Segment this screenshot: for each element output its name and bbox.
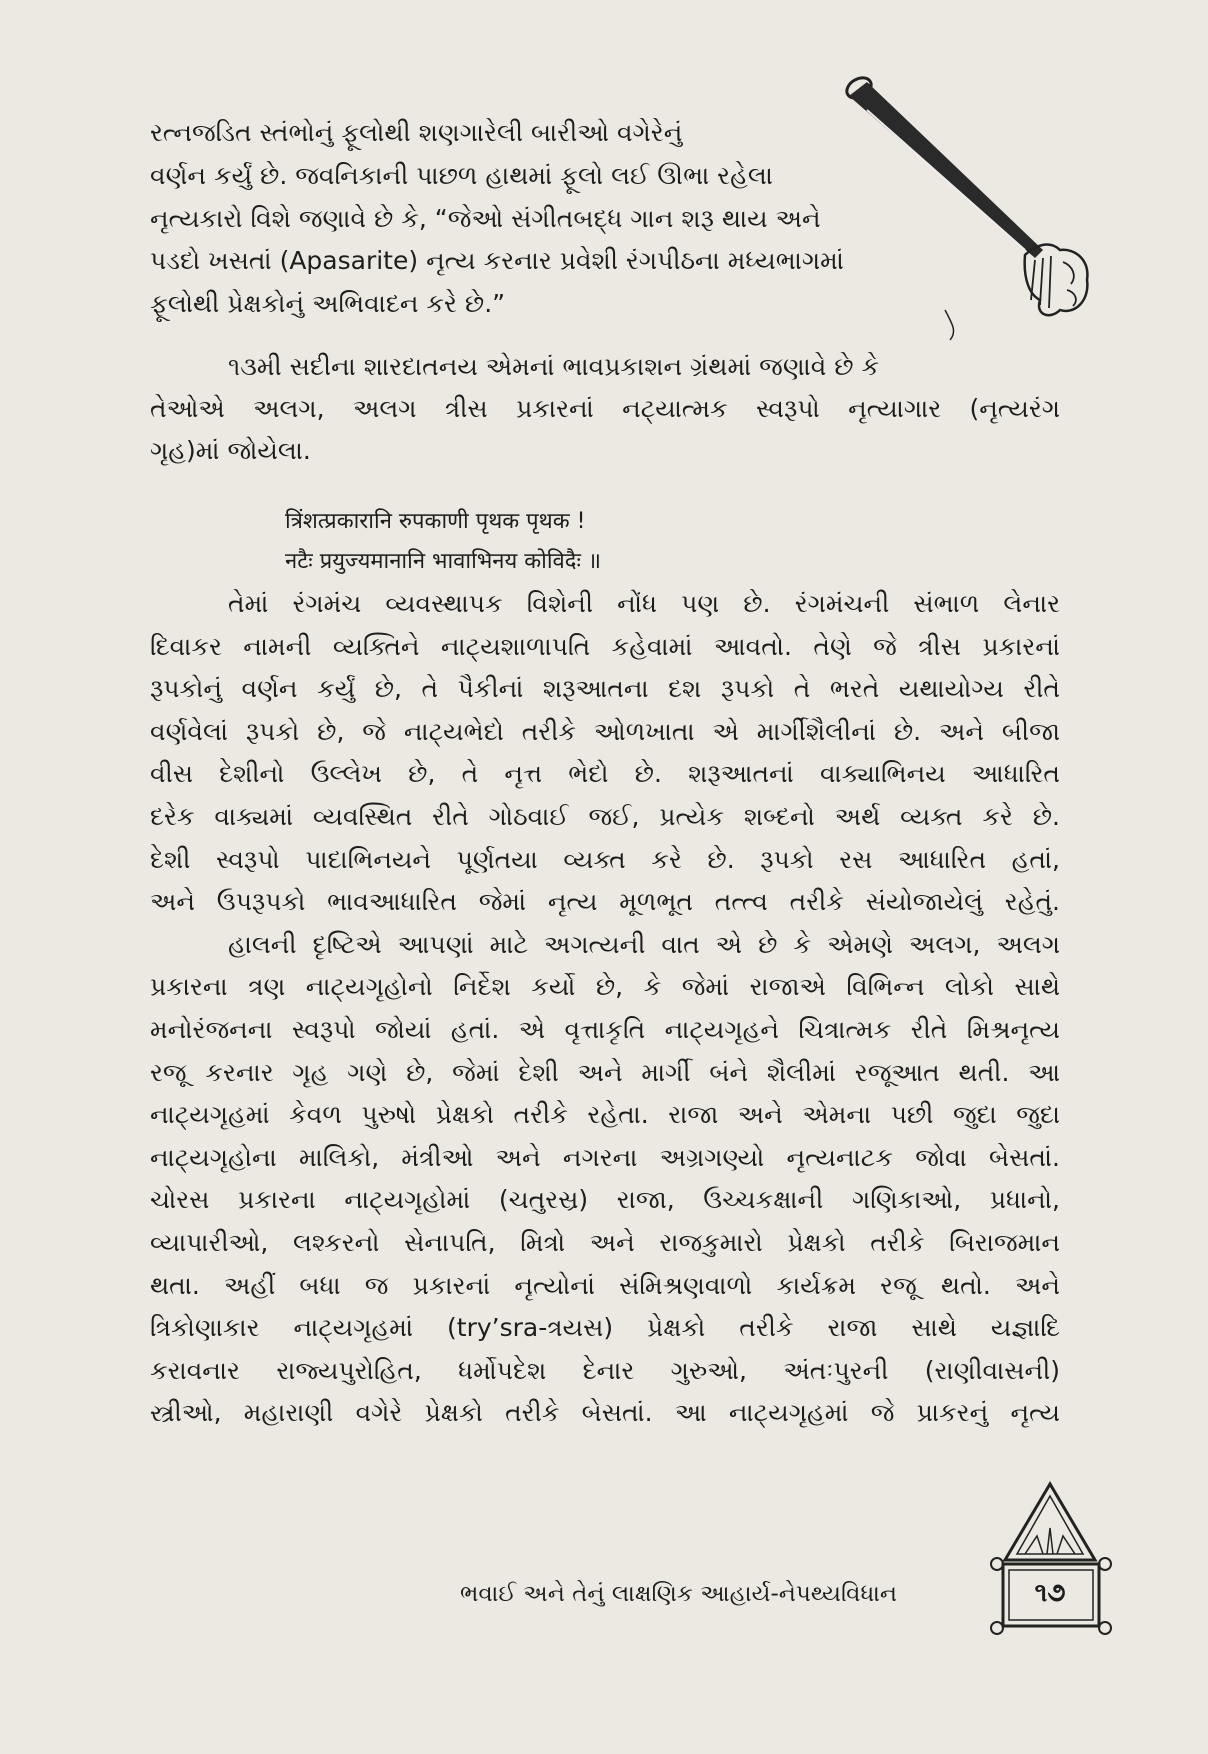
- text-line: દેશી સ્વરૂપો પાદાભિનયને પૂર્ણતયા વ્યક્ત કરે છે. રૂપકો રસ આધારિત હતાં,: [150, 844, 1060, 874]
- text-line: તેમાં રંગમંચ વ્યવસ્થાપક વિશેની નોંધ પણ છે. રંગમંચની સંભાળ લેનાર: [228, 589, 1060, 618]
- text-line: રત્નજડિત સ્તંભોનું ફૂલોથી શણગારેલી બારીઓ વગેરેનું: [150, 118, 683, 147]
- page-number: ૧૭: [1034, 1578, 1066, 1608]
- text-line: વ્યાપારીઓ, લશ્કરનો સેનાપતિ, મિત્રો અને રાજકુમારો પ્રેક્ષકો તરીકે બિરાજમાન: [150, 1227, 1060, 1257]
- paragraph-sharadatanay: [150, 346, 1060, 472]
- text-line: પ્રકારના ત્રણ નાટ્યગૃહોનો નિર્દેશ કર્યો છે, કે જેમાં રાજાએ વિભિન્ન લોકો સાથે: [150, 972, 1060, 1002]
- text-line: રૂપકોનું વર્ણન કર્યું છે, તે પૈકીનાં શરૂઆતના દશ રૂપકો તે ભરતે યથાયોગ્ય રીતે: [150, 674, 1060, 704]
- text-line: સ્ત્રીઓ, મહારાણી વગેરે પ્રેક્ષકો તરીકે બેસતાં. આ નાટ્યગૃહમાં જે પ્રાકરનું નૃત્ય: [150, 1398, 1060, 1428]
- main-body-text: [150, 583, 1060, 1435]
- text-line: કરાવનાર રાજ્યપુરોહિત, ધર્મોપદેશ દેનાર ગુરુઓ, અંતઃપુરની (રાણીવાસની): [150, 1355, 1060, 1385]
- verse-line: नटैः प्रयुज्यमानानि भावाभिनय कोविदैः ॥: [285, 549, 602, 574]
- text-line: તેઓએ અલગ, અલગ ત્રીસ પ્રકારનાં નટ્યાત્મક સ્વરૂપો નૃત્યાગાર (નૃત્યરંગ: [150, 394, 1060, 423]
- text-line: દરેક વાક્યમાં વ્યવસ્થિત રીતે ગોઠવાઈ જઈ, પ્રત્યેક શબ્દનો અર્થ વ્યક્ત કરે છે.: [150, 801, 1060, 831]
- text-line: ત્રિકોણાકાર નાટ્યગૃહમાં (try’sra-ત્રયસ) પ્રેક્ષકો તરીકે રાજા સાથે યજ્ઞાદિ: [150, 1313, 1060, 1343]
- text-line: રજૂ કરનાર ગૃહ ગણે છે, જેમાં દેશી અને માર્ગી બંને શૈલીમાં રજૂઆત થતી. આ: [150, 1057, 1060, 1087]
- text-line: અને ઉપરૂપકો ભાવઆધારિત જેમાં નૃત્ય મૂળભૂત તત્ત્વ તરીકે સંયોજાયેલું રહેતું.: [150, 887, 1060, 917]
- text-line: ચોરસ પ્રકારના નાટ્યગૃહોમાં (ચતુરસ્ર) રાજા, ઉચ્ચકક્ષાની ગણિકાઓ, પ્રધાનો,: [150, 1185, 1060, 1215]
- text-line: નાટ્યગૃહમાં કેવળ પુરુષો પ્રેક્ષકો તરીકે રહેતા. રાજા અને એમના પછી જુદા જુદા: [150, 1100, 1060, 1130]
- text-line: હાલની દૃષ્ટિએ આપણાં માટે અગત્યની વાત એ છે કે એમણે અલગ, અલગ: [228, 929, 1060, 959]
- text-line: વીસ દેશીનો ઉલ્લેખ છે, તે નૃત્ત ભેદો છે. શરૂઆતનાં વાક્યાભિનય આધારિત: [150, 759, 1060, 789]
- text-line: ૧૩મી સદીના શારદાતનય એમનાં ભાવપ્રકાશન ગ્રંથમાં જણાવે છે કે: [228, 352, 880, 381]
- text-line: થતા. અહીં બધા જ પ્રકારનાં નૃત્યોનાં સંમિશ્રણવાળો કાર્યક્રમ રજૂ થતો. અને: [150, 1270, 1060, 1300]
- text-line: મનોરંજનના સ્વરૂપો જોયાં હતાં. એ વૃત્તાકૃતિ નાટ્યગૃહને ચિત્રાત્મક રીતે મિશ્રનૃત્ય: [150, 1014, 1060, 1044]
- verse-line: त्रिंशत्प्रकारानि रुपकाणी पृथक पृथक !: [285, 509, 586, 534]
- sanskrit-verse: [285, 502, 601, 582]
- book-title-footer: ભવાઈ અને તેનું લાક્ષણિક આહાર્ય-નેપથ્યવિધાન: [460, 1581, 898, 1607]
- text-line: ફૂલોથી પ્રેક્ષકોનું અભિવાદન કરે છે.”: [150, 289, 506, 319]
- text-line: વર્ણવેલાં રૂપકો છે, જે નાટ્યભેદો તરીકે ઓળખાતા એ માર્ગીશૈલીનાં છે. અને બીજા: [150, 716, 1060, 746]
- text-line: નાટ્યગૃહોના માલિકો, મંત્રીઓ અને નગરના અગ્રગણ્યો નૃત્યનાટક જોવા બેસતાં.: [150, 1142, 1060, 1172]
- ornamental-page-frame: [985, 1480, 1115, 1650]
- text-line: પડદો ખસતાં (Apasarite) નૃત્ય કરનાર પ્રવેશી રંગપીઠના મધ્યભાગમાં: [150, 246, 844, 276]
- text-line: વર્ણન કર્યું છે. જવનિકાની પાછળ હાથમાં ફૂલો લઈ ઊભા રહેલા: [150, 160, 773, 190]
- intro-paragraph: [150, 112, 910, 326]
- text-line: નૃત્યકારો વિશે જણાવે છે કે, “જેઓ સંગીતબદ્ધ ગાન શરૂ થાય અને: [150, 203, 821, 233]
- text-line: ગૃહ)માં જોયેલા.: [150, 436, 311, 465]
- text-line: દિવાકર નામની વ્યક્તિને નાટ્યશાળાપતિ કહેવામાં આવતો. તેણે જે ત્રીસ પ્રકારનાં: [150, 631, 1060, 661]
